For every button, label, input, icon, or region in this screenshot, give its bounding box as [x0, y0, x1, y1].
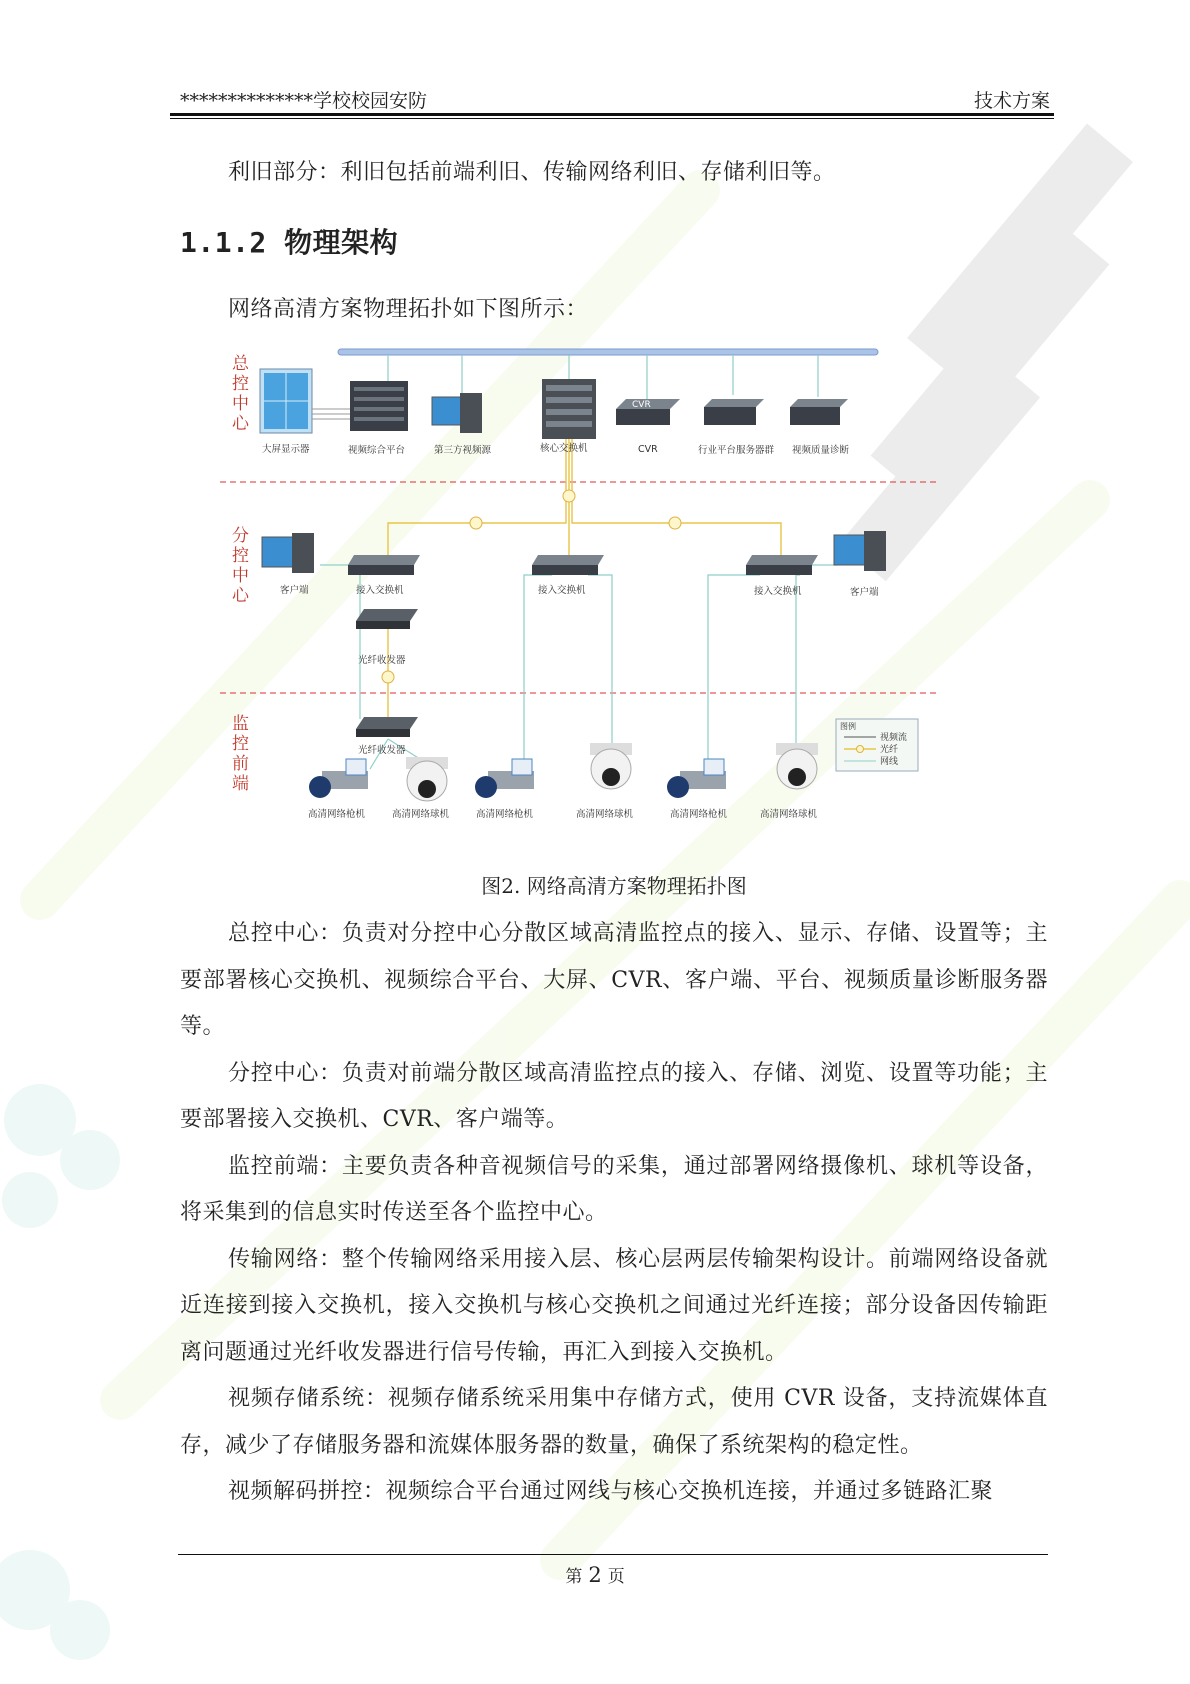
page-content	[180, 150, 1048, 1516]
paragraph-network: 传输网络：整个传输网络采用接入层、核心层两层传输架构设计。前端网络设备就近连接到接入交换机，接入交换机与核心交换机之间通过光纤连接；部分设备因传输距离问题通过光纤收发器进行信号传输，再汇入到接入交换机。	[180, 1246, 1048, 1365]
core-switch-icon	[542, 379, 596, 439]
zone-char: 总	[232, 354, 249, 374]
zone-char: 中	[232, 394, 249, 414]
third-party-source-icon	[432, 393, 482, 433]
paragraph-storage: 视频存储系统：视频存储系统采用集中存储方式，使用 CVR 设备，支持流媒体直存，减少了存储服务器和流媒体服务器的数量，确保了系统架构的稳定性。	[180, 1386, 1048, 1458]
paragraph-central: 总控中心：负责对分控中心分散区域高清监控点的接入、显示、存储、设置等；主要部署核心交换机、视频综合平台、大屏、CVR、客户端、平台、视频质量诊断服务器等。	[180, 921, 1048, 1039]
label-fiber-top: 光纤收发器	[358, 655, 406, 666]
footer-prefix: 第	[565, 1567, 583, 1587]
label-cam3: 高清网络枪机	[670, 809, 728, 820]
cvr-icon	[616, 399, 680, 425]
zone-char: 控	[232, 734, 249, 754]
zone-label-frontend	[232, 714, 249, 794]
paragraph-reuse: 利旧部分：利旧包括前端利旧、传输网络利旧、存储利旧等。	[228, 160, 836, 185]
legend-fiber-marker	[857, 746, 864, 753]
label-dome1: 高清网络球机	[392, 809, 450, 820]
access-switch-left-icon	[348, 555, 420, 575]
page-number: 2	[588, 1563, 602, 1587]
access-switch-mid-icon	[532, 555, 604, 575]
zone-char: 中	[232, 566, 249, 586]
zone-char: 心	[232, 586, 249, 606]
label-dome2: 高清网络球机	[576, 809, 634, 820]
client-right-icon	[834, 531, 886, 571]
label-industry-server: 行业平台服务器群	[698, 445, 775, 456]
fiber-transceiver-top-icon	[356, 609, 418, 629]
big-screen-icon	[260, 369, 312, 433]
label-quality-diag: 视频质量诊断	[792, 445, 850, 456]
fiber-markers	[382, 490, 681, 683]
industry-server-icon	[704, 399, 764, 425]
paragraph-intro: 网络高清方案物理拓扑如下图所示：	[228, 296, 589, 322]
page-footer	[0, 1562, 1190, 1587]
zone-label-branch	[232, 526, 250, 606]
label-cam2: 高清网络枪机	[476, 809, 534, 820]
backbone-drops	[388, 355, 818, 399]
label-client-right: 客户端	[850, 587, 879, 598]
legend-title: 图例	[840, 722, 856, 731]
label-access-left: 接入交换机	[356, 585, 404, 596]
camera-gun-3-icon	[667, 759, 726, 798]
fiber-links	[388, 439, 781, 717]
legend-fiber: 光纤	[880, 745, 899, 755]
paragraph-frontend: 监控前端：主要负责各种音视频信号的采集，通过部署网络摄像机、球机等设备，将采集到的信息实时传送至各个监控中心。	[180, 1153, 1048, 1225]
legend-video: 视频流	[880, 733, 908, 743]
label-access-mid: 接入交换机	[538, 585, 586, 596]
video-platform-icon	[350, 381, 408, 431]
header-title: **************学校校园安防	[180, 90, 428, 112]
label-cam1: 高清网络枪机	[308, 809, 366, 820]
label-fiber-bottom: 光纤收发器	[358, 745, 406, 756]
backbone-bus	[338, 349, 878, 355]
camera-dome-2-icon	[590, 743, 632, 789]
topology-figure	[180, 339, 1048, 869]
label-video-platform: 视频综合平台	[348, 445, 406, 456]
section-heading	[180, 221, 1048, 261]
label-third-party: 第三方视频源	[434, 445, 492, 456]
quality-diag-icon	[790, 399, 848, 425]
link-icon	[312, 409, 350, 419]
client-left-icon	[262, 533, 314, 573]
zone-char: 端	[232, 774, 249, 794]
section-title: 物理架构	[284, 225, 399, 259]
zone-char: 控	[232, 374, 249, 394]
label-dome3: 高清网络球机	[760, 809, 818, 820]
zone-label-central	[232, 354, 250, 434]
page-header	[180, 84, 1050, 114]
figure-caption: 图2. 网络高清方案物理拓扑图	[481, 874, 747, 898]
cvr-badge: CVR	[632, 400, 651, 410]
camera-dome-3-icon	[776, 743, 818, 789]
label-big-screen: 大屏显示器	[262, 444, 310, 455]
access-switch-right-icon	[746, 555, 818, 575]
label-cvr: CVR	[638, 444, 658, 455]
camera-gun-1-icon	[309, 759, 368, 798]
header-section: 技术方案	[973, 90, 1050, 112]
section-number: 1.1.2	[180, 225, 267, 259]
camera-dome-1-icon	[406, 757, 448, 801]
zone-char: 前	[232, 754, 249, 774]
camera-gun-2-icon	[475, 759, 534, 798]
zone-char: 控	[232, 546, 249, 566]
footer-divider	[178, 1554, 1048, 1555]
zone-char: 心	[232, 414, 249, 434]
label-core-switch: 核心交换机	[540, 443, 588, 454]
diagram-legend	[836, 719, 918, 771]
footer-suffix: 页	[607, 1567, 625, 1587]
fiber-transceiver-bottom-icon	[356, 717, 418, 737]
header-divider	[170, 113, 1054, 116]
zone-char: 监	[232, 714, 249, 734]
label-client-left: 客户端	[280, 585, 309, 596]
paragraph-decode: 视频解码拼控：视频综合平台通过网线与核心交换机连接，并通过多链路汇聚	[228, 1479, 994, 1504]
header-divider-thin	[170, 118, 1054, 119]
paragraph-branch: 分控中心：负责对前端分散区域高清监控点的接入、存储、浏览、设置等功能；主要部署接入交换机、CVR、客户端等。	[180, 1060, 1048, 1132]
label-access-right: 接入交换机	[754, 586, 802, 597]
legend-cable: 网线	[880, 757, 899, 767]
topology-diagram	[180, 339, 1048, 869]
zone-char: 分	[232, 526, 249, 546]
